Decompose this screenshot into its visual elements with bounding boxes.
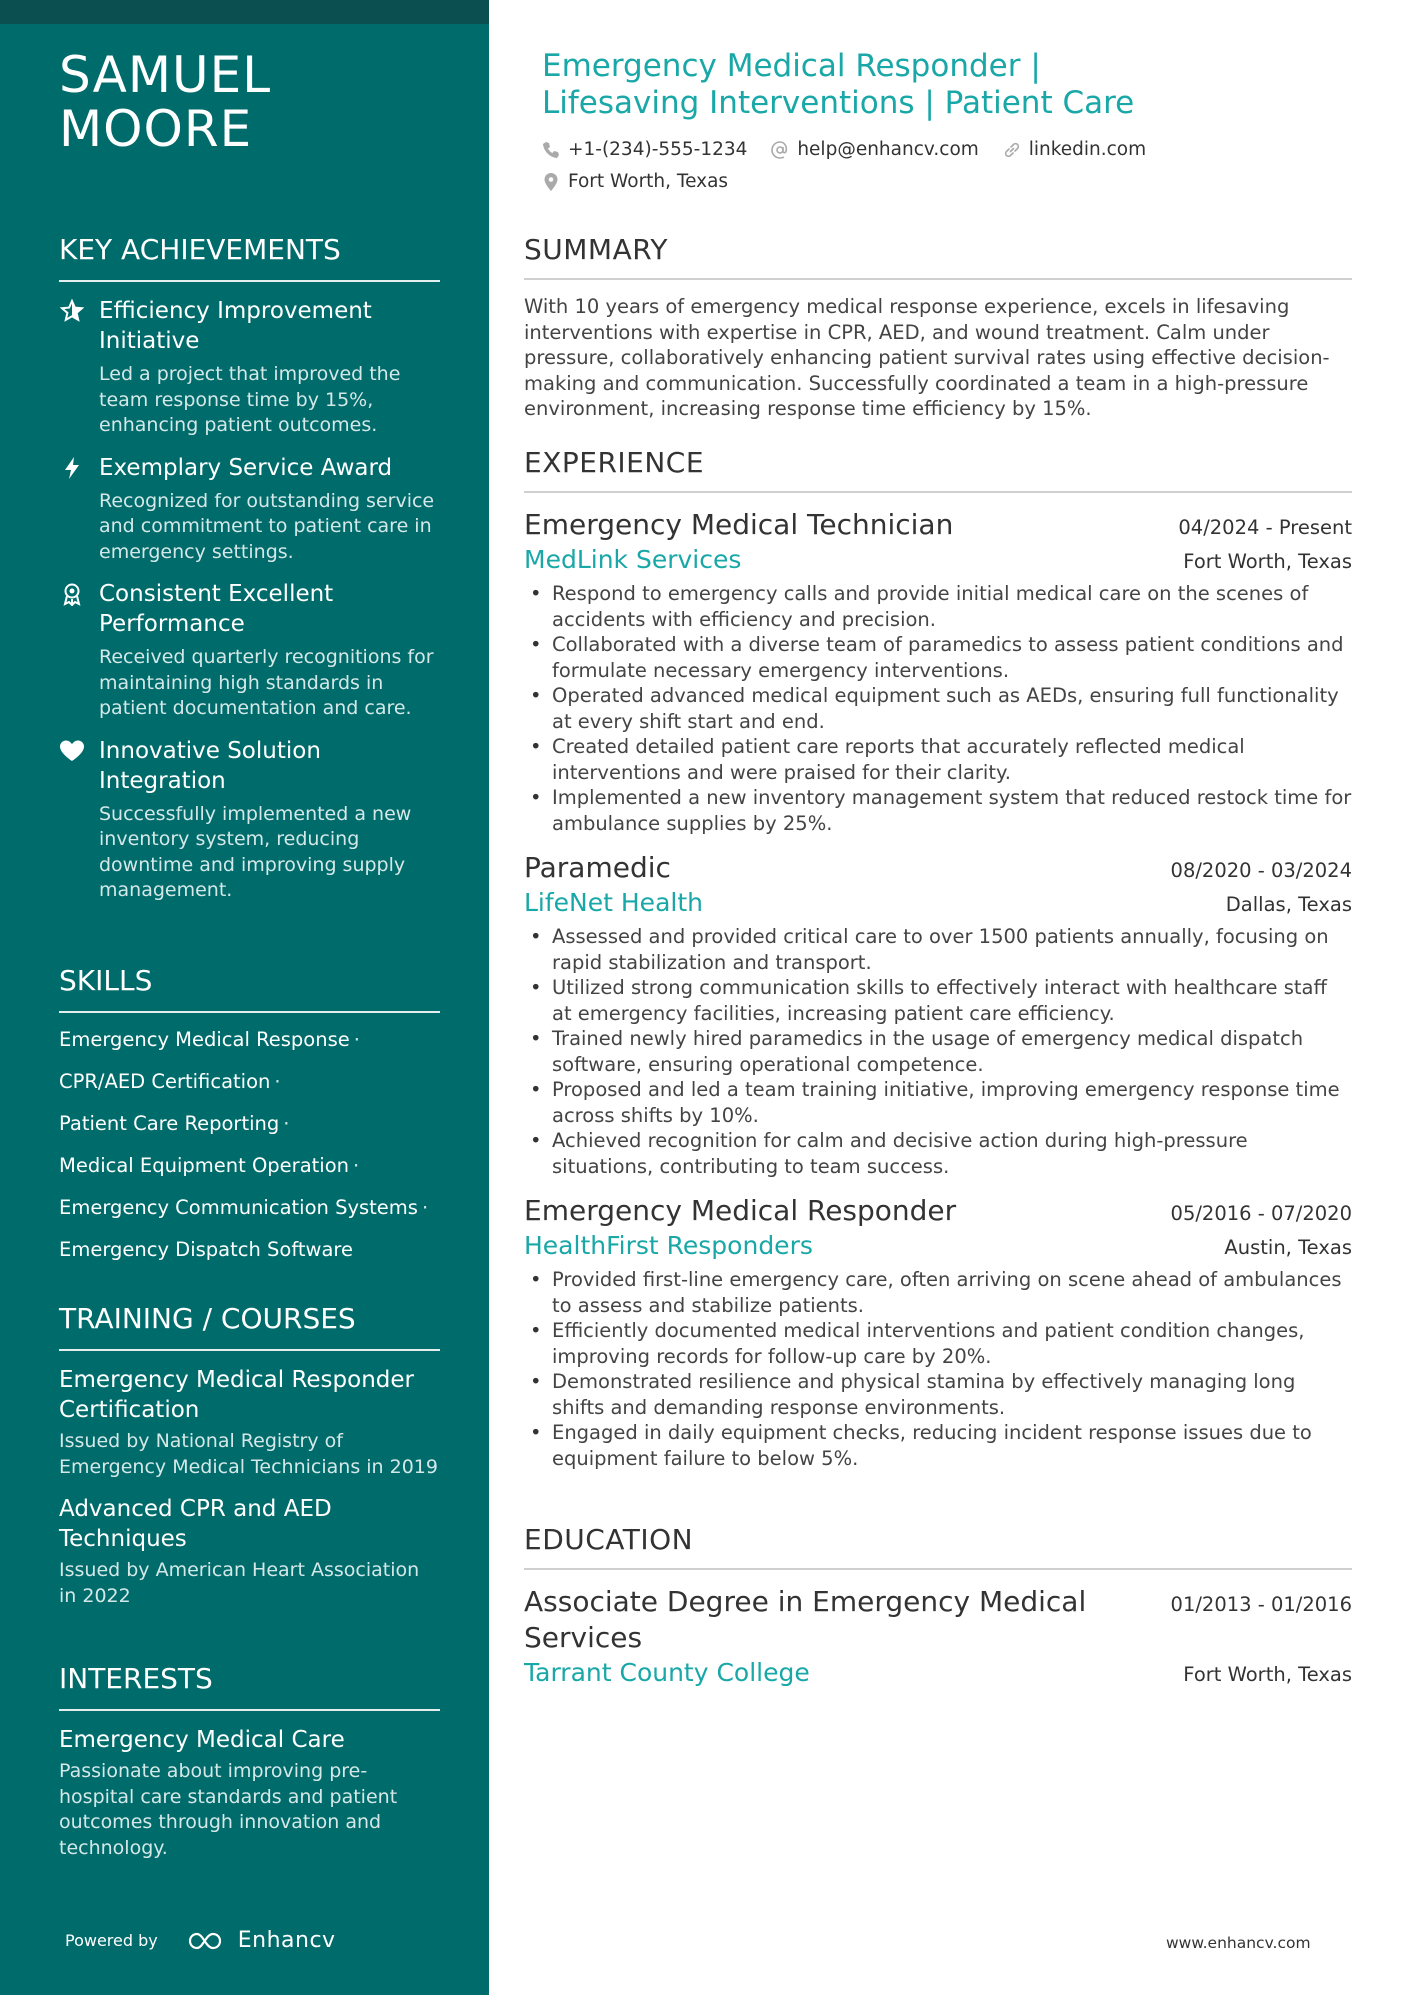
at-sign-icon [771,141,789,159]
achievement-item [59,296,440,439]
powered-by-label: Powered by [65,1931,158,1950]
bullet-item: • Operated advanced medical equipment such as AEDs, ensuring full functionality at every shift start and end. [524,683,1352,734]
skill-separator: · [421,1196,429,1219]
achievement-description: Recognized for outstanding service and commitment to patient care in emergency settings. [99,489,435,563]
heart-icon [59,738,85,764]
achievement-item [59,579,440,722]
brand-name: Enhancv [237,1928,336,1953]
lightning-icon [59,455,85,481]
course-description: Issued by American Heart Association in 2022 [59,1559,420,1607]
headline: Emergency Medical Responder | Lifesaving Interventions | Patient Care [542,48,1135,121]
education-heading: EDUCATION [524,1522,1352,1570]
job-dates: 08/2020 - 03/2024 [1170,859,1352,882]
star-icon [59,298,85,324]
experience-entry [524,850,1352,1179]
achievement-description: Led a project that improved the team response time by 15%, enhancing patient outcomes. [99,363,401,436]
bullet-item: • Trained newly hired paramedics in the usage of emergency medical dispatch software, ensuring operational competence. [524,1026,1352,1077]
job-title: Emergency Medical Technician [524,508,954,541]
skill-item: Patient Care Reporting · [59,1112,290,1135]
bullet-item: • Efficiently documented medical interventions and patient condition changes, improving records for follow-up care by 20%. [524,1318,1352,1369]
course-title: Advanced CPR and AED Techniques [59,1496,332,1552]
summary-heading: SUMMARY [524,232,1352,280]
bullet-item: • Created detailed patient care reports that accurately reflected medical interventions and were praised for their clarity. [524,734,1352,785]
interests-section [59,1661,440,1875]
job-title: Emergency Medical Responder [524,1194,957,1227]
achievements-section [59,232,440,918]
contact-phone[interactable]: +1-(234)-555-1234 [542,136,747,164]
location-pin-icon [542,173,560,191]
school-location: Fort Worth, Texas [1183,1663,1352,1686]
achievement-title: Innovative Solution Integration [99,737,321,794]
achievement-item [59,453,440,566]
achievement-item [59,736,440,904]
school-name: Tarrant County College [524,1658,810,1687]
interest-title: Emergency Medical Care [59,1727,345,1753]
skill-separator: · [274,1070,281,1093]
website-link[interactable]: www.enhancv.com [1166,1934,1311,1952]
contact-linkedin[interactable]: linkedin.com [1003,136,1146,164]
job-location: Fort Worth, Texas [1183,550,1352,573]
award-ribbon-icon [59,581,85,607]
enhancv-logo[interactable] [186,1928,336,1953]
achievement-title: Consistent Excellent Performance [99,581,334,637]
skill-item: Medical Equipment Operation · [59,1154,360,1177]
skills-section [59,963,440,1279]
experience-entry [524,507,1352,836]
skill-item: CPR/AED Certification · [59,1070,281,1093]
degree-title: Associate Degree in Emergency Medical Services [524,1585,1087,1654]
experience-section [524,445,1352,1485]
training-heading: TRAINING / COURSES [59,1301,440,1351]
sidebar-top-bar [0,0,489,24]
job-bullets [524,1267,1352,1471]
experience-entry [524,1193,1352,1471]
bullet-item: • Collaborated with a diverse team of paramedics to assess patient conditions and formulate necessary emergency interventions. [524,632,1352,683]
skill-item: Emergency Dispatch Software [59,1238,353,1261]
contact-location: Fort Worth, Texas [542,168,728,196]
company-name: HealthFirst Responders [524,1231,813,1260]
company-name: MedLink Services [524,545,742,574]
bullet-item: • Provided first-line emergency care, often arriving on scene ahead of ambulances to assess and stabilize patients. [524,1267,1352,1318]
bullet-item: • Engaged in daily equipment checks, reducing incident response issues due to equipment failure to below 5%. [524,1420,1352,1471]
achievement-description: Successfully implemented a new inventory system, reducing downtime and improving supply management. [99,802,412,901]
company-name: LifeNet Health [524,888,703,917]
course-description: Issued by National Registry of Emergency Medical Technicians in 2019 [59,1430,438,1478]
contact-info [542,136,1322,201]
enhancv-logo-icon [186,1930,230,1952]
achievement-description: Received quarterly recognitions for maintaining high standards in patient documentation and care. [99,646,434,719]
achievement-title: Efficiency Improvement Initiative [99,298,372,354]
skill-item: Emergency Medical Response · [59,1028,360,1051]
phone-icon [542,141,560,159]
job-bullets [524,581,1352,836]
job-dates: 04/2024 - Present [1178,516,1352,539]
education-section [524,1522,1352,1704]
candidate-name: SAMUEL MOORE [59,46,272,158]
bullet-item: • Achieved recognition for calm and decisive action during high-pressure situations, contributing to team success. [524,1128,1352,1179]
job-location: Dallas, Texas [1225,893,1352,916]
training-section [59,1301,440,1623]
bullet-item: • Respond to emergency calls and provide initial medical care on the scenes of accidents with efficiency and precision. [524,581,1352,632]
education-dates: 01/2013 - 01/2016 [1170,1593,1352,1616]
skill-separator: · [283,1112,290,1135]
job-dates: 05/2016 - 07/2020 [1170,1202,1352,1225]
bullet-item: • Demonstrated resilience and physical stamina by effectively managing long shifts and demanding response environments. [524,1369,1352,1420]
achievement-title: Exemplary Service Award [99,454,393,481]
job-title: Paramedic [524,851,671,884]
sidebar [0,0,489,1995]
interests-heading: INTERESTS [59,1661,440,1711]
skills-heading: SKILLS [59,963,440,1013]
job-bullets [524,924,1352,1179]
experience-heading: EXPERIENCE [524,445,1352,493]
skill-separator: · [353,1154,360,1177]
bullet-item: • Proposed and led a team training initiative, improving emergency response time across shifts by 10%. [524,1077,1352,1128]
summary-text: With 10 years of emergency medical response experience, excels in lifesaving interventions with expertise in CPR, AED, and wound treatment. Calm under pressure, collaboratively enhancing patient survival rates using effective decision-making and communication. Successfully coordinated a team in a high-pressure environment, increasing response time efficiency by 15%. [524,295,1330,420]
bullet-item: • Assessed and provided critical care to over 1500 patients annually, focusing on rapid stabilization and transport. [524,924,1352,975]
achievements-heading: KEY ACHIEVEMENTS [59,232,440,282]
bullet-item: • Implemented a new inventory management system that reduced restock time for ambulance supplies by 25%. [524,785,1352,836]
summary-section [524,232,1352,422]
interest-description: Passionate about improving pre-hospital care standards and patient outcomes through innovation and technology. [59,1760,398,1859]
skill-item: Emergency Communication Systems · [59,1196,429,1219]
powered-by [65,1928,336,1953]
contact-email[interactable]: help@enhancv.com [771,136,978,164]
link-icon [1003,141,1021,159]
bullet-item: • Utilized strong communication skills to effectively interact with healthcare staff at emergency facilities, increasing patient care efficiency. [524,975,1352,1026]
education-entry [524,1584,1352,1690]
course-title: Emergency Medical Responder Certification [59,1367,414,1423]
job-location: Austin, Texas [1224,1236,1352,1259]
skill-separator: · [353,1028,360,1051]
